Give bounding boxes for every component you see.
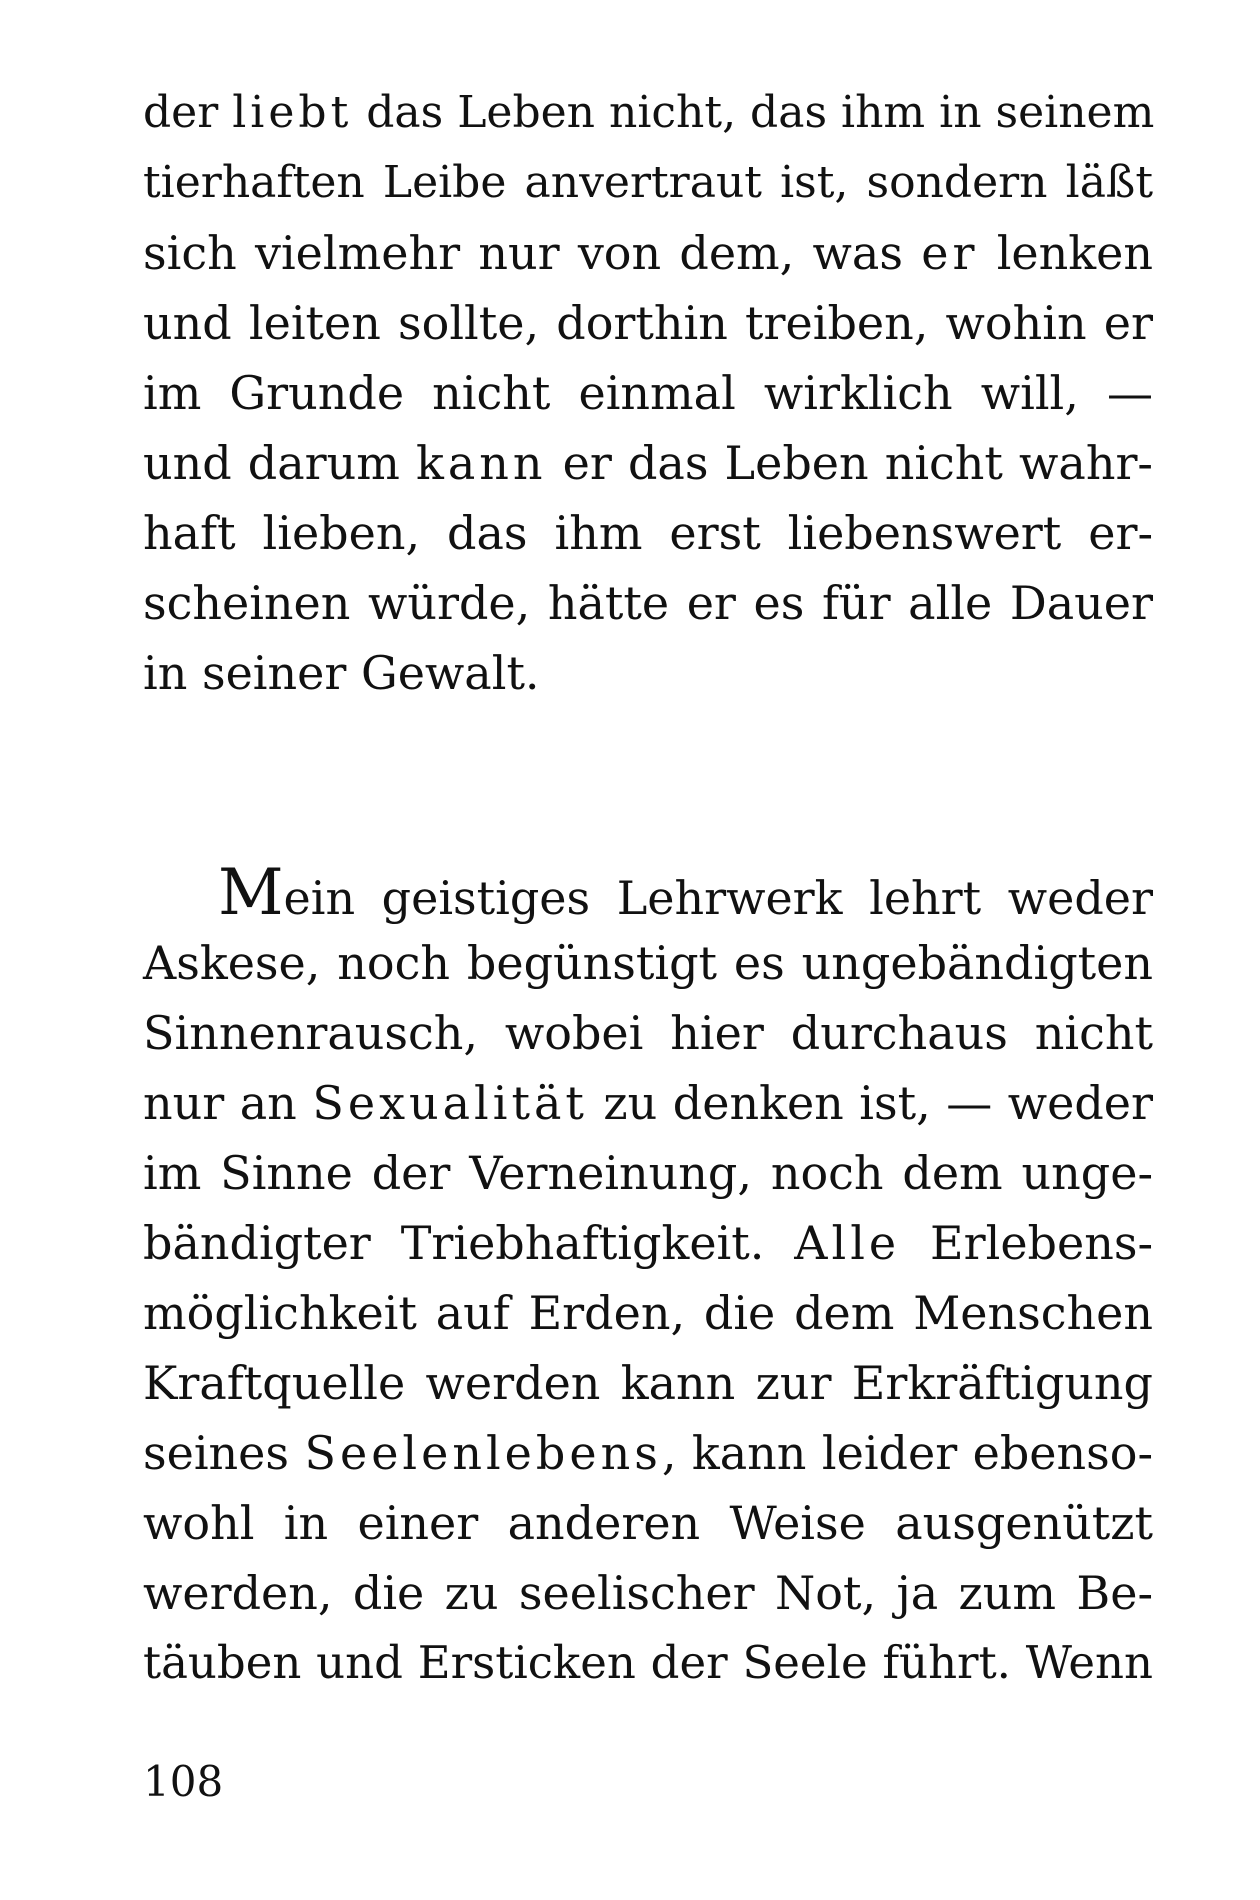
drop-cap: M <box>218 856 284 930</box>
paragraph-2-line-9: seines Seelenlebens, kann leider ebenso- <box>143 1426 1153 1480</box>
paragraph-2-line-8: Kraftquelle werden kann zur Erkräftigung <box>143 1356 1153 1410</box>
spaced-word: Alle <box>794 1216 901 1270</box>
paragraph-2-line-2: Askese, noch begünstigt es ungebändigten <box>143 936 1153 990</box>
spaced-word: liebt <box>232 87 353 138</box>
paragraph-1-line-5: im Grunde nicht einmal wirklich will, — <box>143 366 1153 420</box>
spaced-word: er <box>921 226 979 280</box>
paragraph-2-line-5: im Sinne der Verneinung, noch dem unge- <box>143 1146 1153 1200</box>
paragraph-2-line-4: nur an Sexualität zu denken ist, — weder <box>143 1076 1154 1130</box>
paragraph-2-line-3: Sinnenrausch, wobei hier durchaus nicht <box>143 1006 1153 1060</box>
paragraph-1-line-8: scheinen würde, hätte er es für alle Dauer <box>143 576 1153 630</box>
spaced-word: Seelenlebens <box>304 1426 662 1480</box>
spaced-word: Sexualität <box>312 1076 588 1130</box>
paragraph-1-line-1: der liebt das Leben nicht, das ihm in seinem <box>143 87 1155 138</box>
spaced-word: kann <box>416 436 547 490</box>
paragraph-1-line-6: und darum kann er das Leben nicht wahr- <box>143 436 1153 490</box>
paragraph-2-line-7: möglichkeit auf Erden, die dem Menschen <box>143 1286 1153 1340</box>
paragraph-1-line-7: haft lieben, das ihm erst liebenswert er- <box>143 506 1153 560</box>
paragraph-1-line-9: in seiner Gewalt. <box>143 646 540 700</box>
paragraph-1-line-4: und leiten sollte, dorthin treiben, wohin er <box>143 296 1153 350</box>
paragraph-2-line-1: Mein geistiges Lehrwerk lehrt weder <box>218 856 1153 930</box>
paragraph-2-line-12: täuben und Ersticken der Seele führt. Wenn <box>143 1636 1153 1689</box>
paragraph-1-line-2: tierhaften Leibe anvertraut ist, sondern läßt <box>143 157 1153 208</box>
paragraph-2-line-10: wohl in einer anderen Weise ausgenützt <box>143 1496 1153 1550</box>
paragraph-1-line-3: sich vielmehr nur von dem, was er lenken <box>143 226 1153 280</box>
paragraph-2-line-11: werden, die zu seelischer Not, ja zum Be- <box>143 1566 1153 1620</box>
page-number: 108 <box>143 1757 224 1806</box>
paragraph-2-line-6: bändigter Triebhaftigkeit. Alle Erlebens- <box>143 1216 1153 1270</box>
